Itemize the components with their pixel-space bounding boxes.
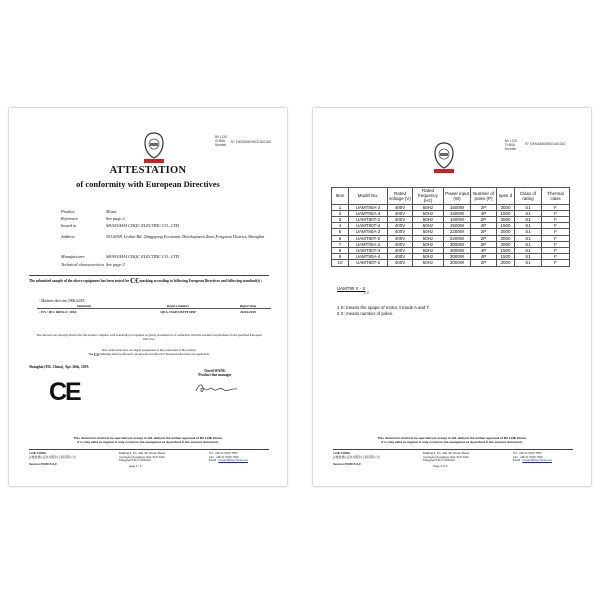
document-subtitle: of conformity with European Directives bbox=[76, 179, 220, 189]
place-date: Shanghai (P.R. China), Apr. 26th, 2019. bbox=[29, 365, 90, 369]
std-cell: 26/04/2019 bbox=[240, 310, 256, 314]
table-cell: UAMT80T-4 bbox=[349, 223, 388, 229]
table-cell: UAMT80T-2 bbox=[349, 235, 388, 241]
table-cell: F bbox=[542, 241, 570, 247]
table-cell: 4P bbox=[471, 223, 497, 229]
table-cell: 50Hz bbox=[413, 235, 444, 241]
footer-company: LCIE CHINA 必维检测认证技术服务(上海)有限公司 Version 05/2015.0.9 bbox=[29, 451, 76, 466]
table-cell: 2200W bbox=[444, 235, 471, 241]
certificate-number: N° 19004A5049CEA01342 bbox=[231, 140, 272, 144]
table-cell: 4P bbox=[471, 210, 497, 216]
attestation-page-1: BV LCIE CHINA Number N° 19004A5049CEA01342 ATTESTATION of conformity with European Directives Product Motor Reference See page 2 Issued to SHANGHAI CDQC ELECTRIC CO., LTD Address NO.6958, Lexhui Rd. Qingpgong Economic Development Zone,Fengxian District, Shanghai Manufacturer SHANGHAI CDQC ELECTRIC CO., LTD Technical characteristics See page 2 The submitted sample of the above equipment has been tested for C€ marking according to following European Directives and following standard(s) : - Machine directive 2006/42/EC Standards Report number Report date - EN / IEC 60034-1: 2010 QEA-19AP2453TTSHP 26/04/2019 The relevant test report(s) shows that the product complies with standard(s) recognized as giving presumption of conformity with the essential requirements in the specified European Directive This verification does not imply assessment of the production of the product. The C€ Marking must be affixed if all relevant and effective European Directives are applicable. Shanghai (P.R. China), Apr. 26th, 2019. David WANG Product line manager CE This document shall not be reproduced, except in full, without the written approval of BV LCIE China. It is only valid in original. It only concerns the equipment as described in the present document. LCIE CHINA 必维检测认证技术服务(上海)有限公司 Version 05/2015.0.9 Building 4, No. 418, Xin Zhuan Road, Caohejing Songjiang High-Tech Park, Shanghai P.R.C (201612) Tel : +86 21 6195 7500 Fax : +86 21 6195 7520 Email : contact@lcie-china.com page 1 / 2 bbox=[9, 108, 287, 486]
table-cell: 50Hz bbox=[413, 204, 444, 210]
table-cell: UAMT80A-4 bbox=[349, 210, 388, 216]
std-header: Report date bbox=[225, 304, 271, 309]
signer-name: David WANG bbox=[204, 369, 226, 373]
table-cell: 400V bbox=[388, 260, 413, 266]
model-note-1: 1 X: means the spape of motor, include A and T. bbox=[337, 305, 430, 310]
col-header: Rated voltage (V) bbox=[388, 188, 413, 205]
table-cell: 3000 bbox=[497, 260, 515, 266]
table-cell: S1 bbox=[515, 254, 542, 260]
table-cell: 3000W bbox=[444, 241, 471, 247]
table-header-row bbox=[332, 188, 570, 205]
page-number: Page 2 of 2 bbox=[433, 464, 448, 468]
conformity-statement: The submitted sample of the above equipment has been tested for C€ marking according to following European Directives and following standard(s) : bbox=[29, 277, 263, 285]
table-cell: UAMT80A-2 bbox=[349, 241, 388, 247]
table-cell: 8 bbox=[332, 248, 349, 254]
table-cell: 50Hz bbox=[413, 241, 444, 247]
table-cell: S1 bbox=[515, 241, 542, 247]
footer-divider bbox=[29, 449, 269, 450]
table-cell: 400V bbox=[388, 248, 413, 254]
table-cell: S1 bbox=[515, 223, 542, 229]
signature bbox=[194, 380, 239, 396]
table-cell: 400V bbox=[388, 223, 413, 229]
table-row bbox=[332, 260, 570, 266]
table-cell: 3000 bbox=[497, 204, 515, 210]
std-cell: - EN / IEC 60034-1: 2010 bbox=[39, 310, 77, 314]
table-cell: 2P bbox=[471, 204, 497, 210]
col-header: Number of poles (P) bbox=[471, 188, 497, 205]
col-header: Item bbox=[332, 188, 349, 205]
table-cell: 3 bbox=[332, 217, 349, 223]
table-cell: 1500 bbox=[497, 223, 515, 229]
model-code: UAMT80 X - X 1 2 bbox=[337, 286, 369, 295]
footer-address: Building 4, No. 418, Xin Zhuan Road, Caohejing Songjiang High-Tech Park, Shanghai P.R.C (201612) bbox=[423, 451, 470, 462]
table-cell: 2P bbox=[471, 229, 497, 235]
table-cell: F bbox=[542, 235, 570, 241]
table-cell: 4P bbox=[471, 248, 497, 254]
table-cell: F bbox=[542, 223, 570, 229]
table-cell: 3000W bbox=[444, 260, 471, 266]
table-cell: S1 bbox=[515, 235, 542, 241]
std-cell: QEA-19AP2453TTSHP bbox=[160, 310, 196, 314]
table-cell: 3000 bbox=[497, 229, 515, 235]
footer-contact: Tel : +86 21 6195 7500 Fax : +86 21 6195 7520 Email : contact@lcie-china.com bbox=[513, 451, 553, 462]
table-cell: 400V bbox=[388, 204, 413, 210]
table-cell: S1 bbox=[515, 248, 542, 254]
table-cell: 50Hz bbox=[413, 217, 444, 223]
table-cell: UAMT80A-2 bbox=[349, 229, 388, 235]
table-cell: 4 bbox=[332, 223, 349, 229]
table-cell: 50Hz bbox=[413, 254, 444, 260]
table-cell: 400V bbox=[388, 254, 413, 260]
table-cell: F bbox=[542, 248, 570, 254]
table-cell: 4P bbox=[471, 254, 497, 260]
email-link[interactable]: contact@lcie-china.com bbox=[218, 458, 249, 462]
table-cell: 50Hz bbox=[413, 210, 444, 216]
col-header: Model No. bbox=[349, 188, 388, 205]
table-cell: 3000 bbox=[497, 241, 515, 247]
footer-address: Building 4, No. 418, Xin Zhuan Road, Caohejing Songjiang High-Tech Park, Shanghai P.R.C (201612) bbox=[119, 451, 166, 462]
table-cell: 1500W bbox=[444, 210, 471, 216]
col-header: Thermal class bbox=[542, 188, 570, 205]
col-header: Power input (W) bbox=[444, 188, 471, 205]
model-note-2: 2 X: means number of poles. bbox=[337, 311, 394, 316]
table-cell: 7 bbox=[332, 241, 349, 247]
document-title: ATTESTATION bbox=[109, 165, 187, 176]
table-cell: UAMT80A-4 bbox=[349, 254, 388, 260]
table-cell: 50Hz bbox=[413, 223, 444, 229]
table-cell: UAMT80A-2 bbox=[349, 204, 388, 210]
attestation-page-2 bbox=[313, 108, 591, 486]
table-cell: 400V bbox=[388, 210, 413, 216]
test-report-note: The relevant test report(s) shows that the product complies with standard(s) recognized as giving presumption of conformity with the essential requirements in the specified European Directive bbox=[36, 333, 262, 341]
table-cell: S1 bbox=[515, 260, 542, 266]
table-cell: 6 bbox=[332, 235, 349, 241]
table-cell: UAMT80T-2 bbox=[349, 217, 388, 223]
table-cell: 400V bbox=[388, 241, 413, 247]
table-cell: 1500 bbox=[497, 248, 515, 254]
table-cell: 5 bbox=[332, 229, 349, 235]
table-cell: 3000 bbox=[497, 235, 515, 241]
footer-contact: Tel : +86 21 6195 7500 Fax : +86 21 6195 7520 Email : contact@lcie-china.com bbox=[209, 451, 249, 462]
col-header: Rated frequency (Hz) bbox=[413, 188, 444, 205]
table-cell: 2P bbox=[471, 241, 497, 247]
footer-disclaimer: This document shall not be reproduced, except in full, without the written approval of BV LCIE China. It is only valid in original. It only concerns the equipment as described in the present document. bbox=[377, 436, 527, 444]
table-cell: S1 bbox=[515, 204, 542, 210]
footer-company: LCIE CHINA 必维检测认证技术服务(上海)有限公司 Version 05/2015.0.9 bbox=[333, 451, 380, 466]
table-cell: UAMT80T-4 bbox=[349, 248, 388, 254]
ce-mark-icon: C€ bbox=[93, 352, 100, 357]
table-cell: F bbox=[542, 260, 570, 266]
table-cell: UAMT80T-2 bbox=[349, 260, 388, 266]
table-cell: 50Hz bbox=[413, 260, 444, 266]
table-cell: 3000W bbox=[444, 248, 471, 254]
ce-mark-icon: CE bbox=[49, 378, 80, 406]
std-header: Standards bbox=[37, 304, 131, 309]
ce-mark-icon: C€ bbox=[130, 277, 139, 285]
email-link[interactable]: contact@lcie-china.com bbox=[522, 458, 553, 462]
footer-disclaimer: This document shall not be reproduced, except in full, without the written approval of BV LCIE China. It is only valid in original. It only concerns the equipment as described in the present document. bbox=[73, 436, 223, 444]
page-number: page 1 / 2 bbox=[129, 464, 142, 468]
col-header: spee d bbox=[497, 188, 515, 205]
table-cell: 2P bbox=[471, 217, 497, 223]
table-cell: 400V bbox=[388, 235, 413, 241]
table-cell: S1 bbox=[515, 217, 542, 223]
table-cell: 1500W bbox=[444, 204, 471, 210]
table-cell: 10 bbox=[332, 260, 349, 266]
col-header: Class of rating bbox=[515, 188, 542, 205]
table-cell: 2200W bbox=[444, 229, 471, 235]
standards-table bbox=[37, 304, 271, 315]
table-cell: F bbox=[542, 229, 570, 235]
table-cell: 400V bbox=[388, 217, 413, 223]
table-cell: 3000 bbox=[497, 217, 515, 223]
table-cell: F bbox=[542, 217, 570, 223]
table-cell: 1500W bbox=[444, 223, 471, 229]
table-cell: 2P bbox=[471, 235, 497, 241]
table-cell: 50Hz bbox=[413, 248, 444, 254]
table-cell: 1500 bbox=[497, 254, 515, 260]
model-table bbox=[331, 187, 570, 267]
table-cell: S1 bbox=[515, 210, 542, 216]
std-header: Report number bbox=[131, 304, 225, 309]
footer-divider bbox=[333, 449, 573, 450]
table-cell: 1500 bbox=[497, 210, 515, 216]
lab-label: BV LCIE CHINA Number bbox=[215, 135, 228, 147]
table-cell: 9 bbox=[332, 254, 349, 260]
table-cell: 2 bbox=[332, 210, 349, 216]
verification-note: This verification does not imply assessment of the production of the product. The C€ Marking must be affixed if all relevant and effective European Directives are applicable. bbox=[88, 348, 210, 357]
signer-title: Product line manager bbox=[198, 373, 232, 377]
certificate-number: N° 19004A5049CEA01342 bbox=[525, 142, 566, 146]
table-cell: F bbox=[542, 210, 570, 216]
lab-label: BV LCIE CHINA Number bbox=[505, 139, 518, 151]
divider bbox=[29, 275, 269, 276]
table-cell: F bbox=[542, 254, 570, 260]
table-cell: 400V bbox=[388, 229, 413, 235]
directive-line: - Machine directive 2006/42/EC bbox=[39, 299, 86, 303]
table-cell: F bbox=[542, 204, 570, 210]
table-cell: 50Hz bbox=[413, 229, 444, 235]
bureau-veritas-lcie-logo bbox=[433, 142, 455, 174]
table-cell: 1 bbox=[332, 204, 349, 210]
table-cell: 3000W bbox=[444, 254, 471, 260]
table-cell: 1500W bbox=[444, 217, 471, 223]
table-cell: 2P bbox=[471, 260, 497, 266]
bureau-veritas-lcie-logo bbox=[143, 132, 165, 164]
table-cell: S1 bbox=[515, 229, 542, 235]
